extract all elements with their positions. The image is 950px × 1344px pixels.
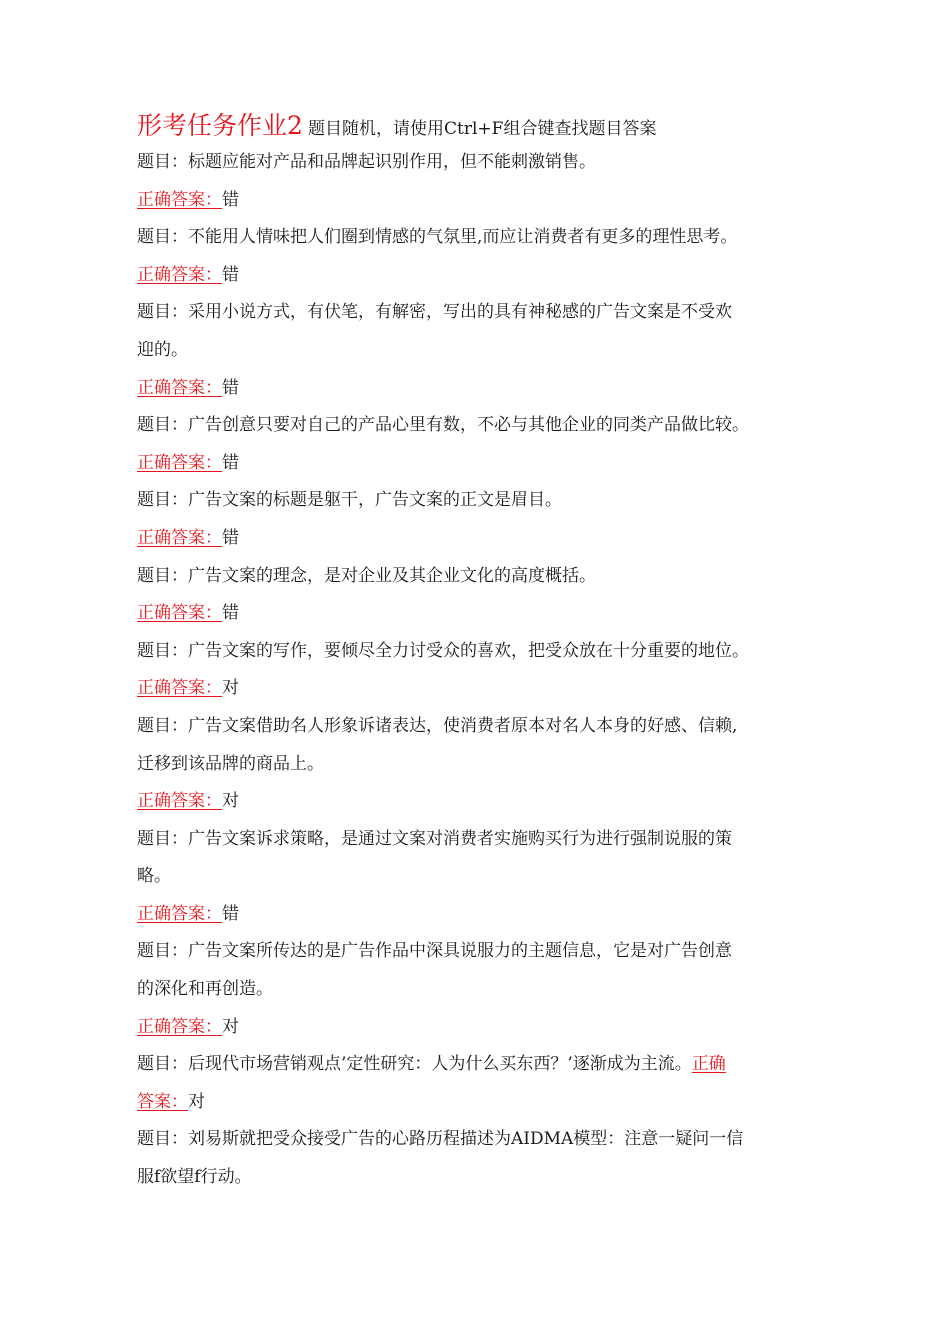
answer-label: 正确答案：	[137, 903, 222, 924]
question-8-line-2: 迁移到该品牌的商品上。	[137, 753, 324, 774]
question-4: 题目：广告创意只要对自己的产品心里有数，不必与其他企业的同类产品做比较。	[137, 415, 749, 436]
answer-9	[137, 896, 827, 934]
answer-label: 正确答案：	[137, 527, 222, 548]
answer-label: 正确答案：	[137, 264, 222, 285]
question-3-line-2: 迎的。	[137, 339, 188, 360]
answer-value: 错	[222, 903, 239, 924]
answer-2	[137, 257, 827, 295]
answer-10	[137, 1009, 827, 1047]
answer-label-part-2: 答案：	[137, 1091, 188, 1112]
question-12-line-2: 服f欲望f行动。	[137, 1167, 252, 1188]
question-3-line-1: 题目：采用小说方式，有伏笔，有解密，写出的具有神秘感的广告文案是不受欢	[137, 302, 732, 323]
answer-value: 错	[222, 189, 239, 210]
question-5: 题目：广告文案的标题是躯干，广告文案的正文是眉目。	[137, 490, 562, 511]
question-9-line-2: 略。	[137, 866, 171, 887]
answer-value: 错	[222, 603, 239, 624]
answer-value: 错	[222, 264, 239, 285]
question-7: 题目：广告文案的写作，要倾尽全力讨受众的喜欢，把受众放在十分重要的地位。	[137, 640, 749, 661]
answer-label: 正确答案：	[137, 377, 222, 398]
question-1: 题目：标题应能对产品和品牌起识别作用，但不能刺激销售。	[137, 152, 596, 172]
answer-1	[137, 182, 827, 220]
answer-4	[137, 445, 827, 483]
answer-value: 对	[188, 1091, 205, 1112]
answer-6	[137, 595, 827, 633]
title-line	[137, 108, 827, 144]
answer-value: 对	[222, 678, 239, 699]
document-content	[137, 108, 827, 1197]
question-8-line-1: 题目：广告文案借助名人形象诉诸表达，使消费者原本对名人本身的好感、信赖,	[137, 715, 738, 736]
answer-label: 正确答案：	[137, 603, 222, 624]
answer-label: 正确答案：	[137, 678, 222, 699]
question-10-line-2: 的深化和再创造。	[137, 979, 273, 1000]
answer-label: 正确答案：	[137, 791, 222, 812]
question-12-line-1: 题目：刘易斯就把受众接受广告的心路历程描述为AIDMA模型：注意一疑问一信	[137, 1129, 744, 1150]
answer-value: 错	[222, 527, 239, 548]
answer-7	[137, 670, 827, 708]
answer-value: 错	[222, 377, 239, 398]
answer-value: 对	[222, 1016, 239, 1037]
answer-5	[137, 520, 827, 558]
answer-3	[137, 370, 827, 408]
question-9-line-1: 题目：广告文案诉求策略，是通过文案对消费者实施购买行为进行强制说服的策	[137, 828, 732, 849]
answer-8	[137, 783, 827, 821]
answer-value: 错	[222, 452, 239, 473]
document-title: 形考任务作业2	[137, 111, 303, 140]
answer-value: 对	[222, 791, 239, 812]
question-6: 题目：广告文案的理念，是对企业及其企业文化的高度概括。	[137, 565, 596, 586]
answer-label-part-1: 正确	[691, 1054, 726, 1075]
answer-11	[137, 1084, 827, 1122]
question-2: 题目：不能用人情味把人们圈到情感的气氛里,而应让消费者有更多的理性思考。	[137, 227, 738, 248]
answer-label: 正确答案：	[137, 189, 222, 210]
question-11	[137, 1046, 827, 1084]
document-subtitle: 题目随机，请使用Ctrl+F组合键查找题目答案	[308, 119, 657, 139]
answer-label: 正确答案：	[137, 1016, 222, 1037]
question-10-line-1: 题目：广告文案所传达的是广告作品中深具说服力的主题信息，它是对广告创意	[137, 941, 732, 962]
answer-label: 正确答案：	[137, 452, 222, 473]
question-11-text: 题目：后现代市场营销观点’定性研究：人为什么买东西？’逐渐成为主流。	[137, 1054, 692, 1075]
